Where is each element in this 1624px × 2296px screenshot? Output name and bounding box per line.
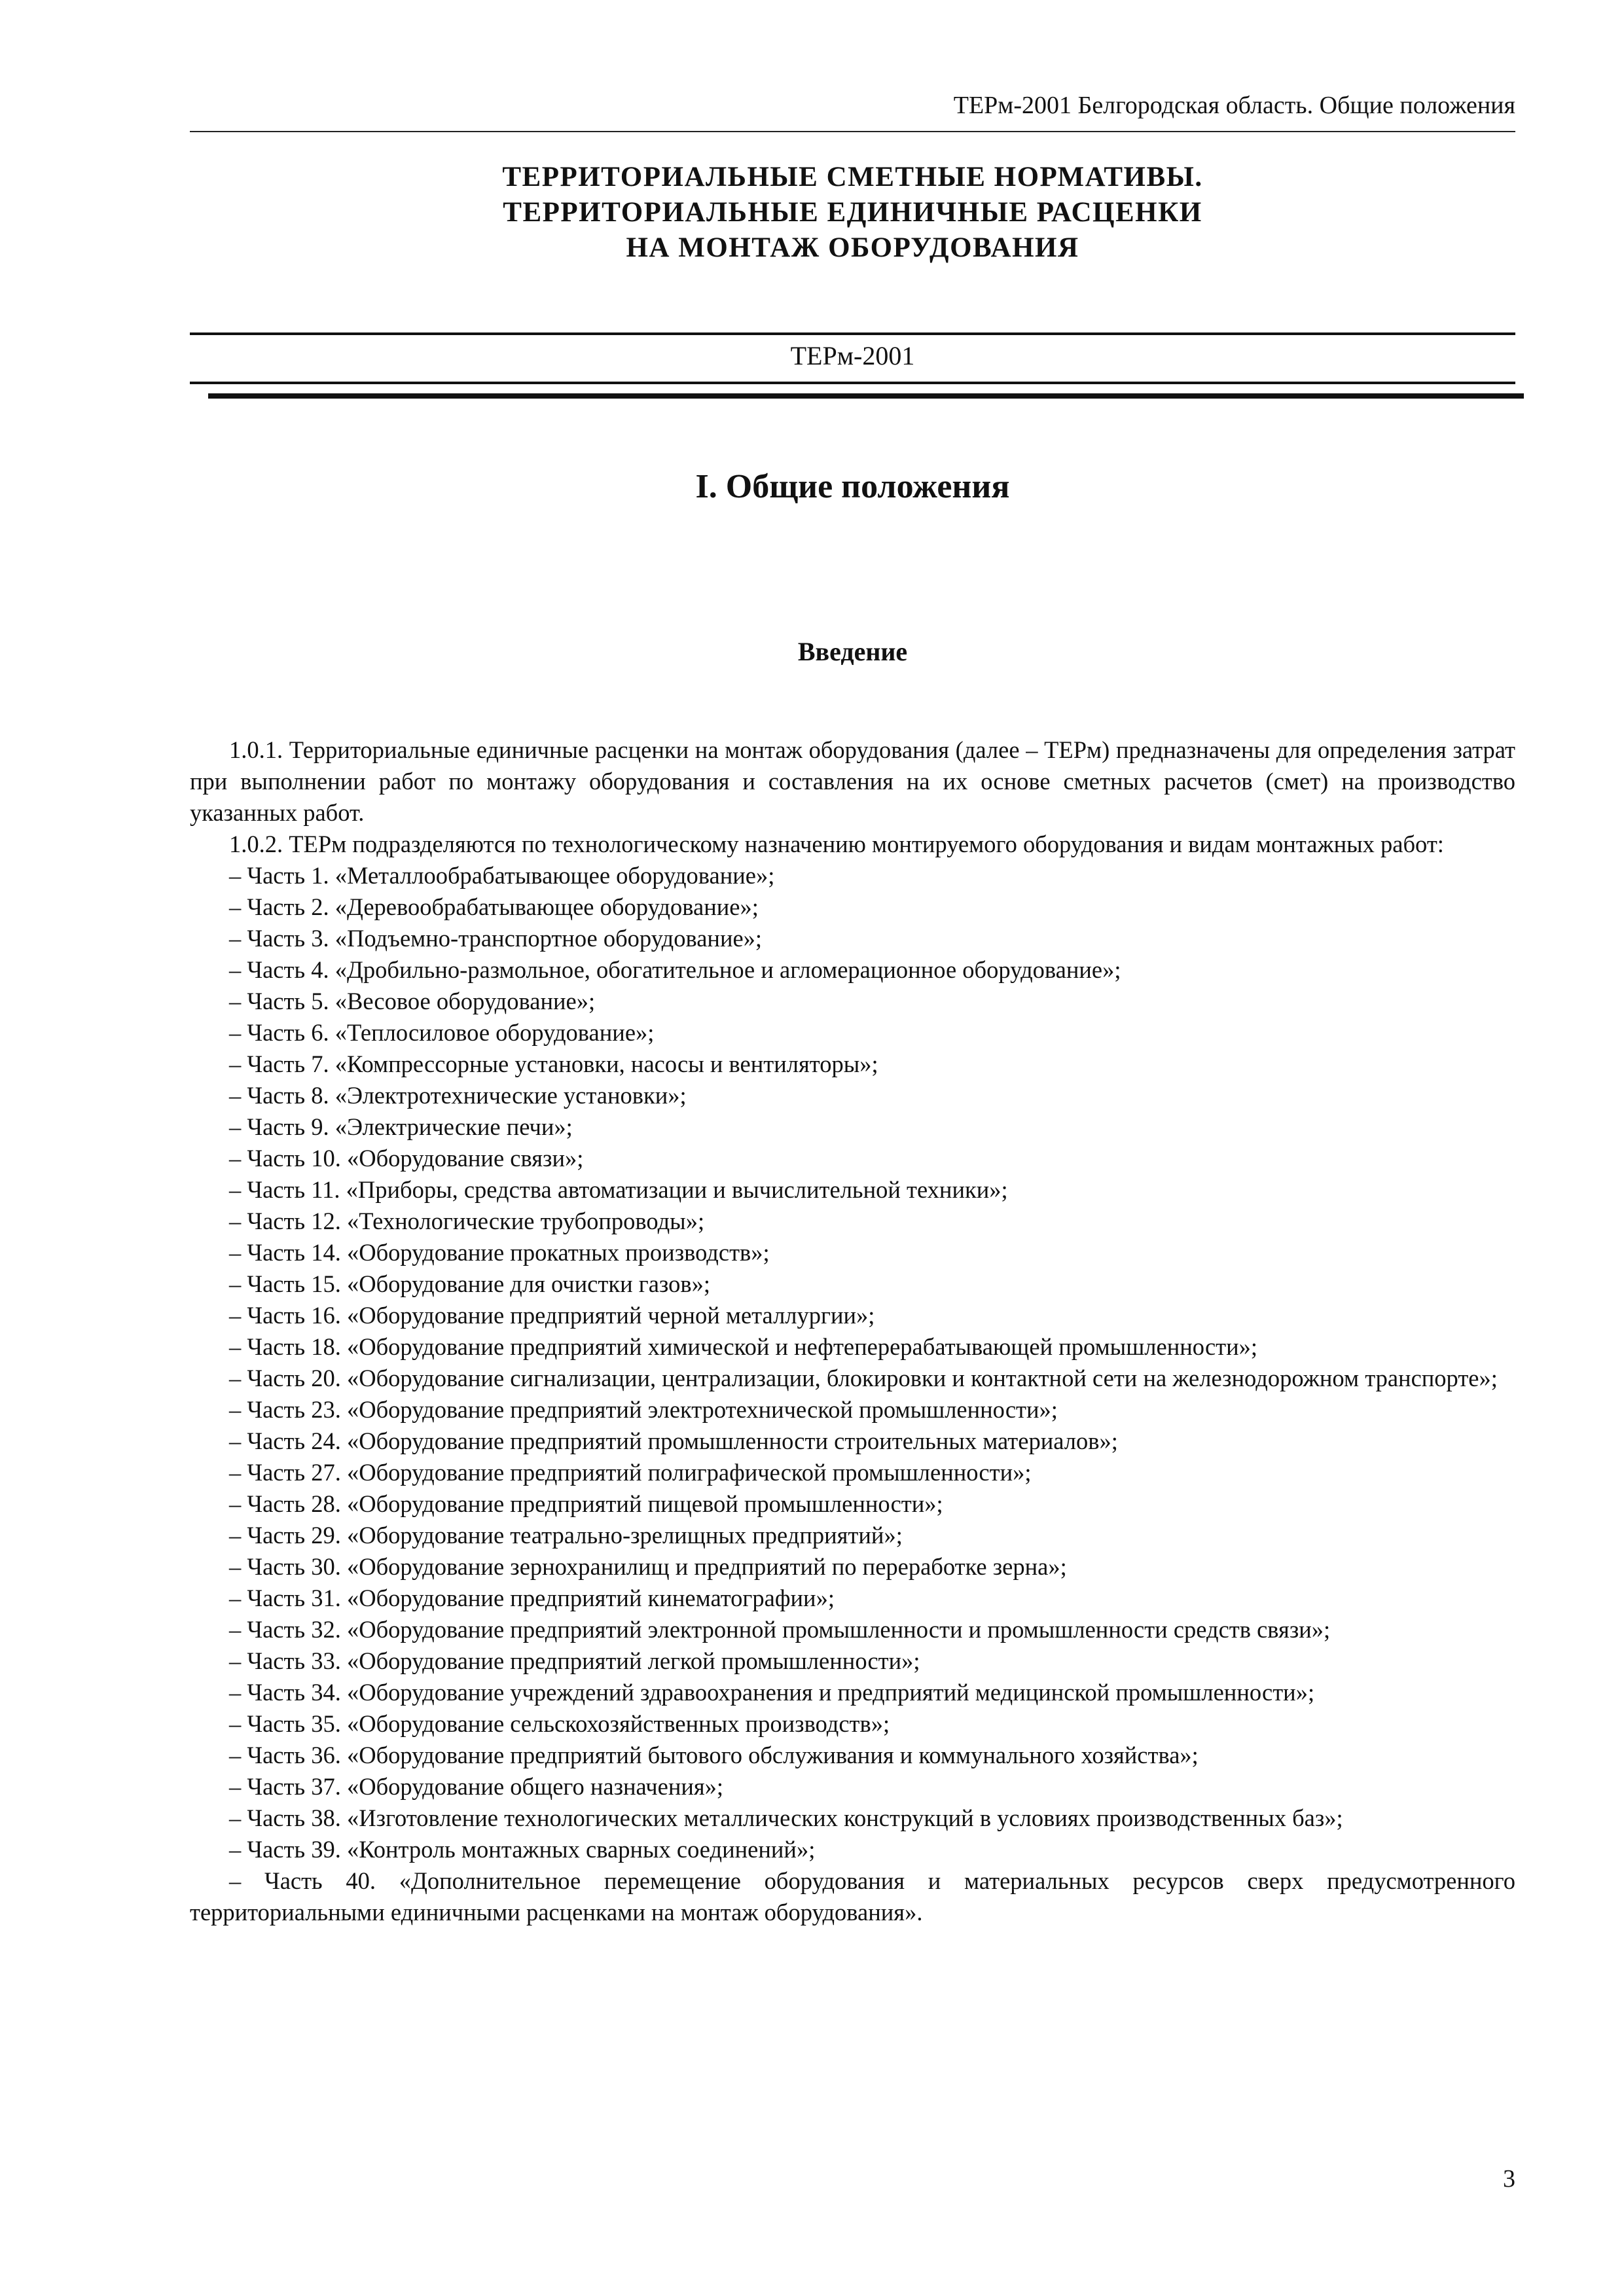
list-item: – Часть 3. «Подъемно-транспортное оборудование»; (229, 925, 763, 952)
document-title (190, 160, 1515, 266)
list-item: – Часть 28. «Оборудование предприятий пищевой промышленности»; (229, 1490, 943, 1517)
list-item: – Часть 6. «Теплосиловое оборудование»; (229, 1019, 655, 1046)
section-title: I. Общие положения (695, 468, 1010, 505)
list-item: – Часть 31. «Оборудование предприятий кинематографии»; (229, 1585, 835, 1611)
header-rule (190, 131, 1515, 132)
list-item: – Часть 37. «Оборудование общего назначения»; (229, 1773, 724, 1800)
list-item: – Часть 14. «Оборудование прокатных производств»; (229, 1239, 770, 1266)
list-item: – Часть 16. «Оборудование предприятий черной металлургии»; (229, 1302, 875, 1329)
list-item: – Часть 11. «Приборы, средства автоматизации и вычислительной техники»; (229, 1176, 1008, 1203)
document-code: ТЕРм-2001 (790, 341, 915, 370)
list-item: – Часть 15. «Оборудование для очистки газов»; (229, 1270, 710, 1297)
list-item: – Часть 2. «Деревообрабатывающее оборудование»; (229, 893, 759, 920)
list-item: – Часть 30. «Оборудование зернохранилищ и предприятий по переработке зерна»; (229, 1553, 1067, 1580)
list-item: – Часть 24. «Оборудование предприятий промышленности строительных материалов»; (229, 1427, 1118, 1454)
list-item: – Часть 1. «Металлообрабатывающее оборудование»; (229, 862, 775, 889)
list-item: – Часть 32. «Оборудование предприятий электронной промышленности и промышленности средств связи»; (229, 1616, 1331, 1643)
list-item: – Часть 39. «Контроль монтажных сварных соединений»; (229, 1836, 816, 1863)
title-line-2: ТЕРРИТОРИАЛЬНЫЕ ЕДИНИЧНЫЕ РАСЦЕНКИ (503, 197, 1202, 228)
list-item: – Часть 35. «Оборудование сельскохозяйственных производств»; (229, 1710, 890, 1737)
list-item: – Часть 29. «Оборудование театрально-зрелищных предприятий»; (229, 1522, 903, 1549)
subsection-title: Введение (797, 637, 908, 666)
title-line-3: НА МОНТАЖ ОБОРУДОВАНИЯ (626, 232, 1079, 263)
list-item: – Часть 23. «Оборудование предприятий электротехнической промышленности»; (229, 1396, 1058, 1423)
list-item: – Часть 20. «Оборудование сигнализации, централизации, блокировки и контактной сети на железнодорожном транспорте»; (229, 1365, 1498, 1391)
code-rule-top (190, 332, 1515, 335)
list-item: – Часть 38. «Изготовление технологических металлических конструкций в условиях производственных баз»; (229, 1804, 1343, 1831)
code-rule-bottom-thick (208, 393, 1524, 399)
list-item: – Часть 4. «Дробильно-размольное, обогатительное и агломерационное оборудование»; (229, 956, 1121, 983)
list-item: – Часть 7. «Компрессорные установки, насосы и вентиляторы»; (229, 1050, 878, 1077)
list-item: – Часть 18. «Оборудование предприятий химической и нефтеперерабатывающей промышленности»; (229, 1333, 1258, 1360)
list-item: – Часть 12. «Технологические трубопроводы»; (229, 1208, 705, 1234)
paragraph-1-0-1: 1.0.1. Территориальные единичные расценки на монтаж оборудования (далее – ТЕРм) предназначены для определения затрат при выполнении работ по монтажу оборудования и составления на их основе сметных расчетов (смет) на производство указанных работ. (190, 736, 1515, 826)
running-header: ТЕРм-2001 Белгородская область. Общие положения (953, 92, 1515, 119)
list-item: – Часть 9. «Электрические печи»; (229, 1113, 573, 1140)
list-item: – Часть 40. «Дополнительное перемещение оборудования и материальных ресурсов сверх предусмотренного территориальными единичными расценками на монтаж оборудования». (190, 1867, 1515, 1926)
code-rule-bottom (190, 382, 1515, 384)
paragraph-1-0-2: 1.0.2. ТЕРм подразделяются по технологическому назначению монтируемого оборудования и видам монтажных работ: (229, 831, 1444, 857)
parts-list (190, 860, 1515, 1928)
body-text (190, 734, 1515, 1928)
list-item: – Часть 33. «Оборудование предприятий легкой промышленности»; (229, 1647, 920, 1674)
list-item: – Часть 5. «Весовое оборудование»; (229, 988, 596, 1014)
list-item: – Часть 10. «Оборудование связи»; (229, 1145, 584, 1172)
list-item: – Часть 8. «Электротехнические установки»; (229, 1082, 687, 1109)
list-item: – Часть 27. «Оборудование предприятий полиграфической промышленности»; (229, 1459, 1032, 1486)
title-line-1: ТЕРРИТОРИАЛЬНЫЕ СМЕТНЫЕ НОРМАТИВЫ. (502, 162, 1203, 192)
list-item: – Часть 36. «Оборудование предприятий бытового обслуживания и коммунального хозяйства»; (229, 1742, 1199, 1768)
page-number: 3 (1503, 2165, 1515, 2193)
list-item: – Часть 34. «Оборудование учреждений здравоохранения и предприятий медицинской промышленности»; (229, 1679, 1315, 1706)
